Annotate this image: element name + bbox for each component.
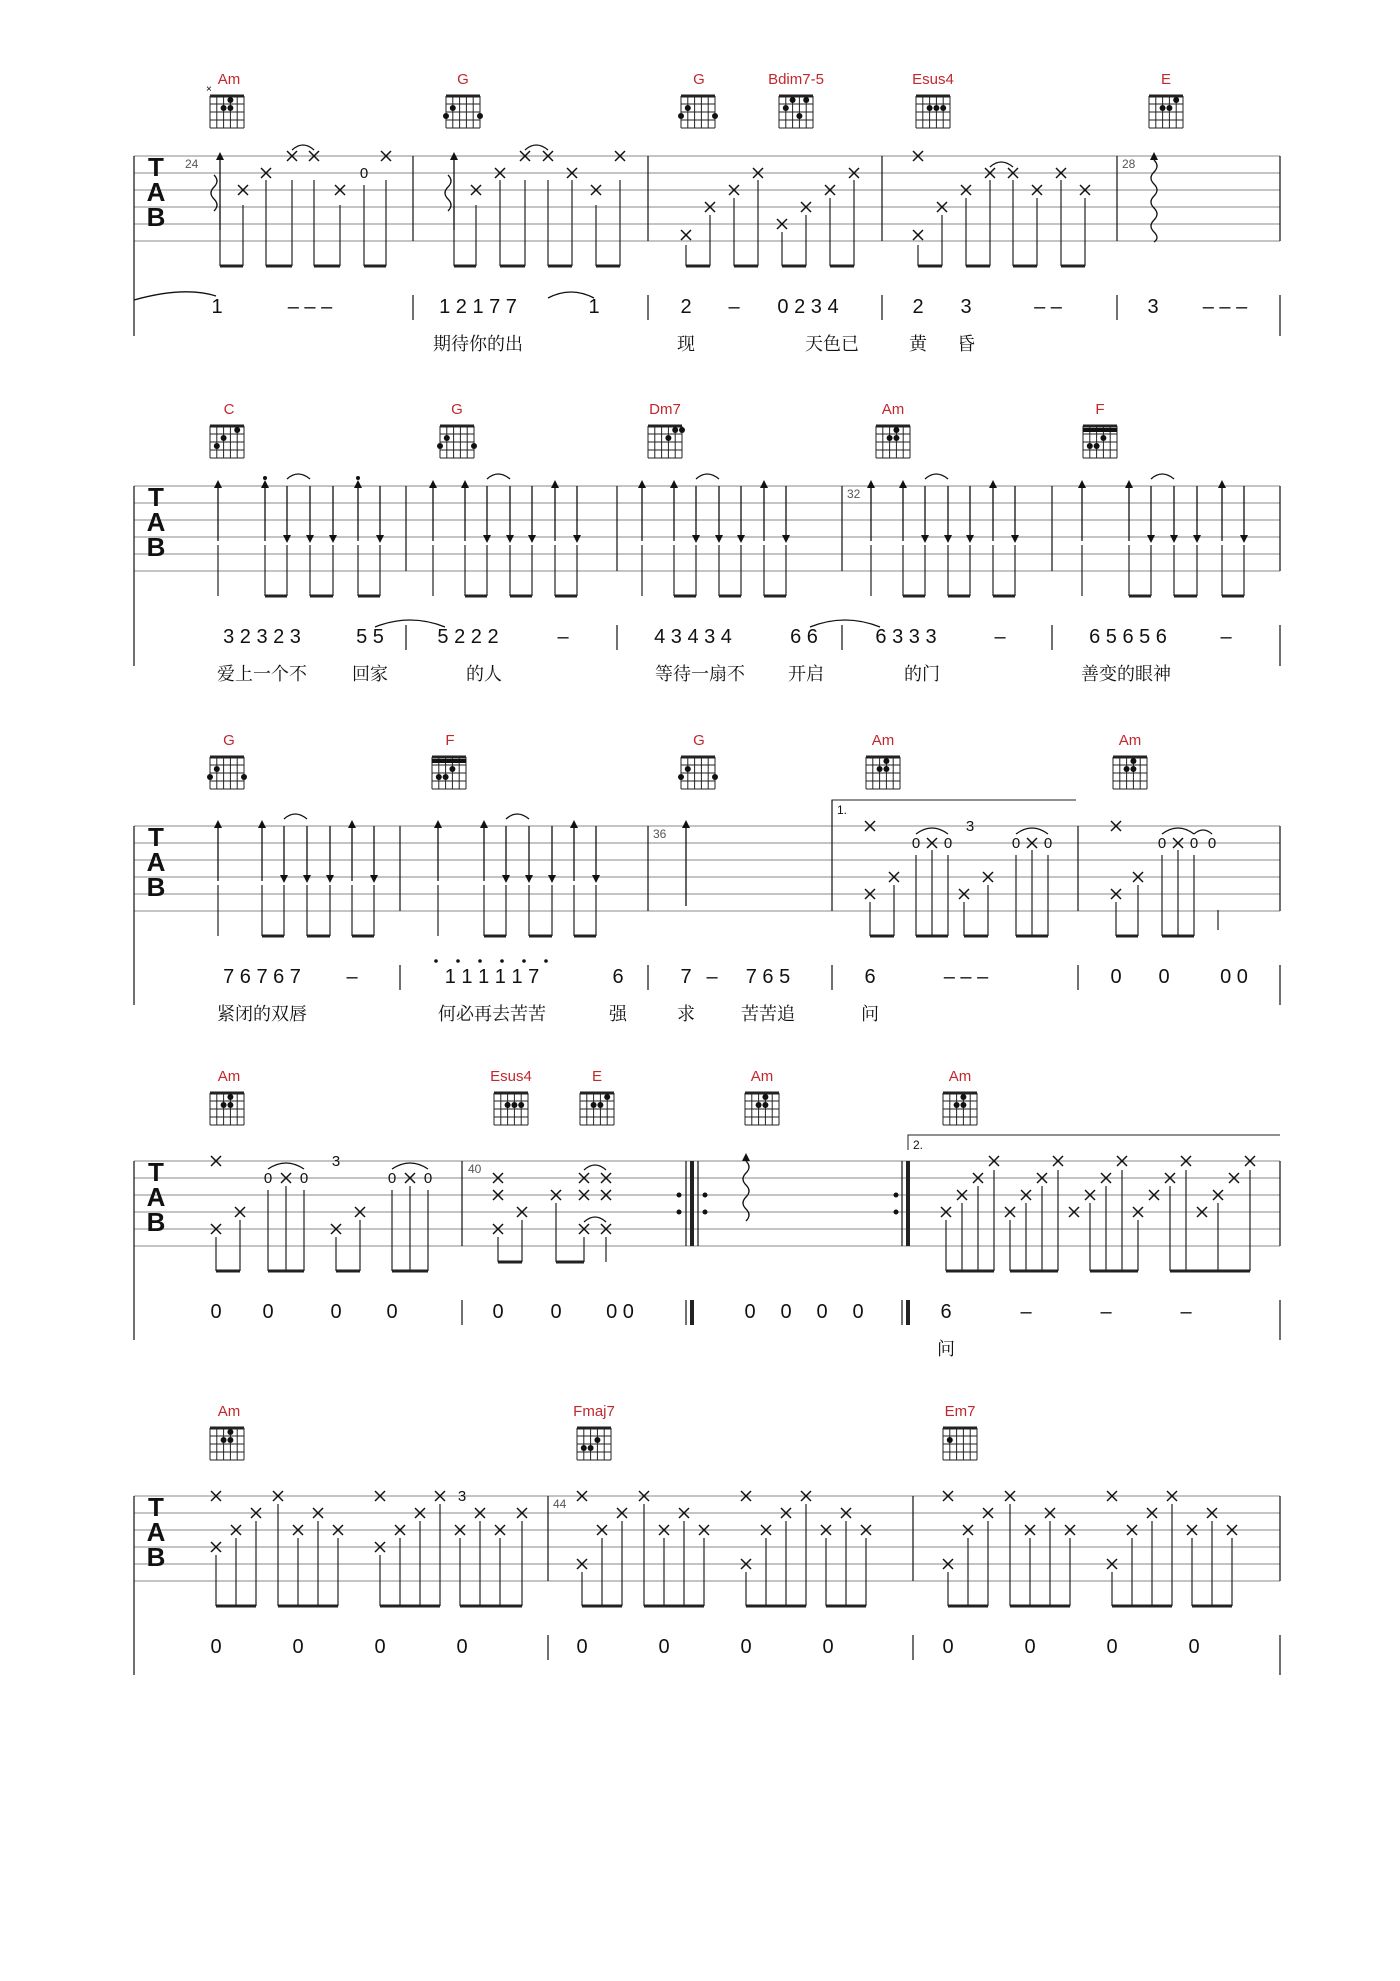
tab-number: 0 <box>1043 835 1053 852</box>
lyric: 天色已 <box>805 334 859 355</box>
jianpu-note: 0 <box>1188 1636 1200 1658</box>
lyric: 善变的眼神 <box>1081 664 1171 685</box>
chord-diagram-f <box>1083 426 1117 458</box>
jianpu-note: 0 <box>816 1301 828 1323</box>
jianpu-note: 3 <box>1147 296 1159 318</box>
tab-label: A <box>146 847 166 877</box>
tab-label: T <box>148 822 164 852</box>
tab-staff <box>134 486 1280 571</box>
tab-label: B <box>146 1542 166 1572</box>
tab-staff <box>134 826 1280 911</box>
measure-number: 32 <box>847 487 861 501</box>
strum-pattern <box>214 474 384 596</box>
volta-number: 1. <box>837 803 848 817</box>
tab-number: 0 <box>299 1170 309 1187</box>
chord-name: Bdim7-5 <box>768 71 824 88</box>
chord-name: Am <box>881 401 905 418</box>
lyric: 回家 <box>352 664 388 685</box>
tab-number: 0 <box>359 165 369 182</box>
lyric: 黄 <box>909 334 927 355</box>
chord-diagram-em7 <box>943 1428 977 1460</box>
system-4 <box>134 1068 1280 1360</box>
lyric: 现 <box>677 334 695 355</box>
chord-name: Am <box>871 732 895 749</box>
jianpu-note: 0 <box>386 1301 398 1323</box>
measure-number: 28 <box>1122 157 1136 171</box>
jianpu-note: 0 <box>576 1636 588 1658</box>
chord-diagram-fmaj7 <box>577 1428 611 1460</box>
chord-name: C <box>223 401 235 418</box>
chord-diagram-am <box>876 426 910 458</box>
jianpu-note: – <box>1220 626 1232 648</box>
chord-diagram-g <box>437 426 477 458</box>
jianpu-note: 3 2 3 2 3 <box>223 626 301 648</box>
chord-diagram-f <box>432 757 466 789</box>
jianpu-note: 5 2 2 2 <box>437 626 499 648</box>
measure-number: 40 <box>468 1162 482 1176</box>
jianpu-note: – <box>346 966 358 988</box>
arpeggio-pattern <box>577 1491 871 1606</box>
chord-diagram-esus4 <box>916 96 950 128</box>
jianpu-note: 0 <box>1106 1636 1118 1658</box>
chord-name: G <box>693 71 705 88</box>
jianpu-note: 2 <box>912 296 924 318</box>
jianpu-note: 0 2 3 4 <box>777 296 839 318</box>
tab-number: 0 <box>943 835 953 852</box>
chord-diagram-am <box>866 757 900 789</box>
svg-text:×: × <box>206 84 212 95</box>
strum-pattern <box>434 814 600 936</box>
tab-label: T <box>148 482 164 512</box>
jianpu-note: 6 3 3 3 <box>875 626 937 648</box>
tab-number: 3 <box>965 818 975 835</box>
system-1 <box>134 71 1280 355</box>
tab-label: T <box>148 1492 164 1522</box>
chord-name: Em7 <box>944 1403 976 1420</box>
jianpu-note: 7 <box>680 966 692 988</box>
jianpu-note: 0 <box>1158 966 1170 988</box>
arpeggio-pattern <box>943 1491 1237 1606</box>
lyric: 紧闭的双唇 <box>217 1004 307 1025</box>
tab-number: 0 <box>1011 835 1021 852</box>
lyric: 爱上一个不 <box>217 664 307 685</box>
chord-diagram-am <box>210 1093 244 1125</box>
tab-label: B <box>146 532 166 562</box>
chord-name: Fmaj7 <box>573 1403 615 1420</box>
chord-name: E <box>591 1068 603 1085</box>
tab-staff <box>134 156 1280 241</box>
measure-number: 36 <box>653 827 667 841</box>
chord-diagram-g <box>207 757 247 789</box>
jianpu-note: 5 5 <box>356 626 384 648</box>
tab-number: 0 <box>387 1170 397 1187</box>
strum-pattern <box>867 474 1019 596</box>
jianpu-note: – <box>1100 1301 1112 1323</box>
chord-name: Am <box>217 1068 241 1085</box>
jianpu-note: 0 <box>456 1636 468 1658</box>
tab-number: 0 <box>1207 835 1217 852</box>
lyric: 何必再去苦苦 <box>438 1004 546 1025</box>
jianpu-note: 0 <box>210 1636 222 1658</box>
jianpu-note: 0 <box>780 1301 792 1323</box>
jianpu-note: 1 2 1 7 7 <box>439 296 517 318</box>
chord-diagram-esus4 <box>494 1093 528 1125</box>
chord-name: Dm7 <box>649 401 681 418</box>
chord-diagram-g <box>678 757 718 789</box>
jianpu-note: 0 <box>374 1636 386 1658</box>
jianpu-note: 0 <box>658 1636 670 1658</box>
chord-name: Am <box>750 1068 774 1085</box>
jianpu-note: 0 0 <box>606 1301 634 1323</box>
tab-label: T <box>148 1157 164 1187</box>
chord-name: Am <box>217 1403 241 1420</box>
jianpu-note: 2 <box>680 296 692 318</box>
lyric: 的门 <box>904 664 940 685</box>
chord-diagram-g <box>678 96 718 128</box>
jianpu-note: 1 <box>211 296 223 318</box>
lyric: 问 <box>937 1339 955 1360</box>
lyric: 开启 <box>788 664 824 685</box>
chord-name: F <box>445 732 455 749</box>
chord-diagram-e <box>580 1093 614 1125</box>
chord-diagram-e <box>1149 96 1183 128</box>
chord-name: G <box>457 71 469 88</box>
jianpu-note: 0 0 <box>1220 966 1248 988</box>
tab-label: T <box>148 152 164 182</box>
jianpu-note: – <box>994 626 1006 648</box>
chord-diagram-bdim7-5 <box>779 96 813 128</box>
volta-number: 2. <box>913 1138 924 1152</box>
tab-label: A <box>146 507 166 537</box>
measure-number: 24 <box>185 157 199 171</box>
tab-number: 0 <box>1189 835 1199 852</box>
chord-name: F <box>1095 401 1105 418</box>
tab-label: A <box>146 1517 166 1547</box>
chord-diagram-dm7 <box>648 426 685 458</box>
jianpu-note: 0 <box>550 1301 562 1323</box>
tab-number: 0 <box>911 835 921 852</box>
chord-name: Am <box>217 71 241 88</box>
jianpu-note: 4 3 4 3 4 <box>654 626 732 648</box>
system-5 <box>134 1403 1280 1675</box>
chord-name: G <box>693 732 705 749</box>
chord-name: G <box>223 732 235 749</box>
strum-pattern <box>1078 474 1248 596</box>
jianpu-note: 6 <box>612 966 624 988</box>
chord-diagram-c <box>210 426 244 458</box>
measure-number: 44 <box>553 1497 567 1511</box>
jianpu-note: 6 <box>940 1301 952 1323</box>
jianpu-note: 6 <box>864 966 876 988</box>
jianpu-note: 0 <box>822 1636 834 1658</box>
system-2 <box>134 401 1280 685</box>
chord-diagram-am <box>206 84 244 128</box>
chord-diagram-am <box>745 1093 779 1125</box>
jianpu-note: – <box>706 966 718 988</box>
chord-diagram-am <box>1113 757 1147 789</box>
tab-number: 3 <box>457 1488 467 1505</box>
jianpu-note: 0 <box>744 1301 756 1323</box>
tab-number: 0 <box>423 1170 433 1187</box>
jianpu-note: 1 <box>588 296 600 318</box>
strum-pattern <box>214 814 378 936</box>
jianpu-note: 3 <box>960 296 972 318</box>
octave-dots <box>434 959 548 963</box>
lyric: 期待你的出 <box>433 334 523 355</box>
lyric: 苦苦追 <box>741 1004 795 1025</box>
jianpu-note: 6 5 6 5 6 <box>1089 626 1167 648</box>
chord-name: G <box>451 401 463 418</box>
tab-label: B <box>146 1207 166 1237</box>
jianpu-note: 7 6 5 <box>745 966 791 988</box>
chord-diagram-g <box>443 96 483 128</box>
jianpu-note: 0 <box>740 1636 752 1658</box>
chord-name: Esus4 <box>912 71 954 88</box>
jianpu-note: 0 <box>492 1301 504 1323</box>
chord-diagram-am <box>943 1093 977 1125</box>
jianpu-note: – – – <box>287 296 333 318</box>
jianpu-note: – – – <box>1202 296 1248 318</box>
chord-name: E <box>1160 71 1172 88</box>
jianpu-note: 0 <box>210 1301 222 1323</box>
strum-pattern <box>638 474 790 596</box>
tab-number: 3 <box>331 1153 341 1170</box>
tab-label: B <box>146 202 166 232</box>
tab-label: A <box>146 1182 166 1212</box>
system-3 <box>134 732 1280 1025</box>
lyric: 求 <box>677 1004 695 1025</box>
jianpu-note: 0 <box>942 1636 954 1658</box>
jianpu-note: – <box>1180 1301 1192 1323</box>
jianpu-note: – – – <box>943 966 989 988</box>
tab-number: 0 <box>263 1170 273 1187</box>
jianpu-note: 0 <box>262 1301 274 1323</box>
jianpu-note: 0 <box>1110 966 1122 988</box>
chord-name: Esus4 <box>490 1068 532 1085</box>
jianpu-note: – <box>728 296 740 318</box>
jianpu-note: 0 <box>292 1636 304 1658</box>
strum-pattern <box>429 474 581 596</box>
jianpu-note: 1 1 1 1 1 7 <box>444 966 540 988</box>
chord-name: Am <box>1118 732 1142 749</box>
lyric: 等待一扇不 <box>655 664 745 685</box>
tab-label: B <box>146 872 166 902</box>
lyric: 强 <box>609 1004 627 1025</box>
jianpu-note: 0 <box>852 1301 864 1323</box>
jianpu-note: 6 6 <box>790 626 818 648</box>
lyric: 的人 <box>466 664 502 685</box>
jianpu-note: – – <box>1034 296 1062 318</box>
jianpu-note: – <box>1020 1301 1032 1323</box>
jianpu-note: 0 <box>1024 1636 1036 1658</box>
tab-number: 0 <box>1157 835 1167 852</box>
lyric: 问 <box>861 1004 879 1025</box>
lyric: 昏 <box>957 334 975 355</box>
chord-name: Am <box>948 1068 972 1085</box>
jianpu-note: – <box>557 626 569 648</box>
jianpu-note: 0 <box>330 1301 342 1323</box>
jianpu-note: 7 6 7 6 7 <box>223 966 301 988</box>
chord-diagram-am <box>210 1428 244 1460</box>
tab-label: A <box>146 177 166 207</box>
